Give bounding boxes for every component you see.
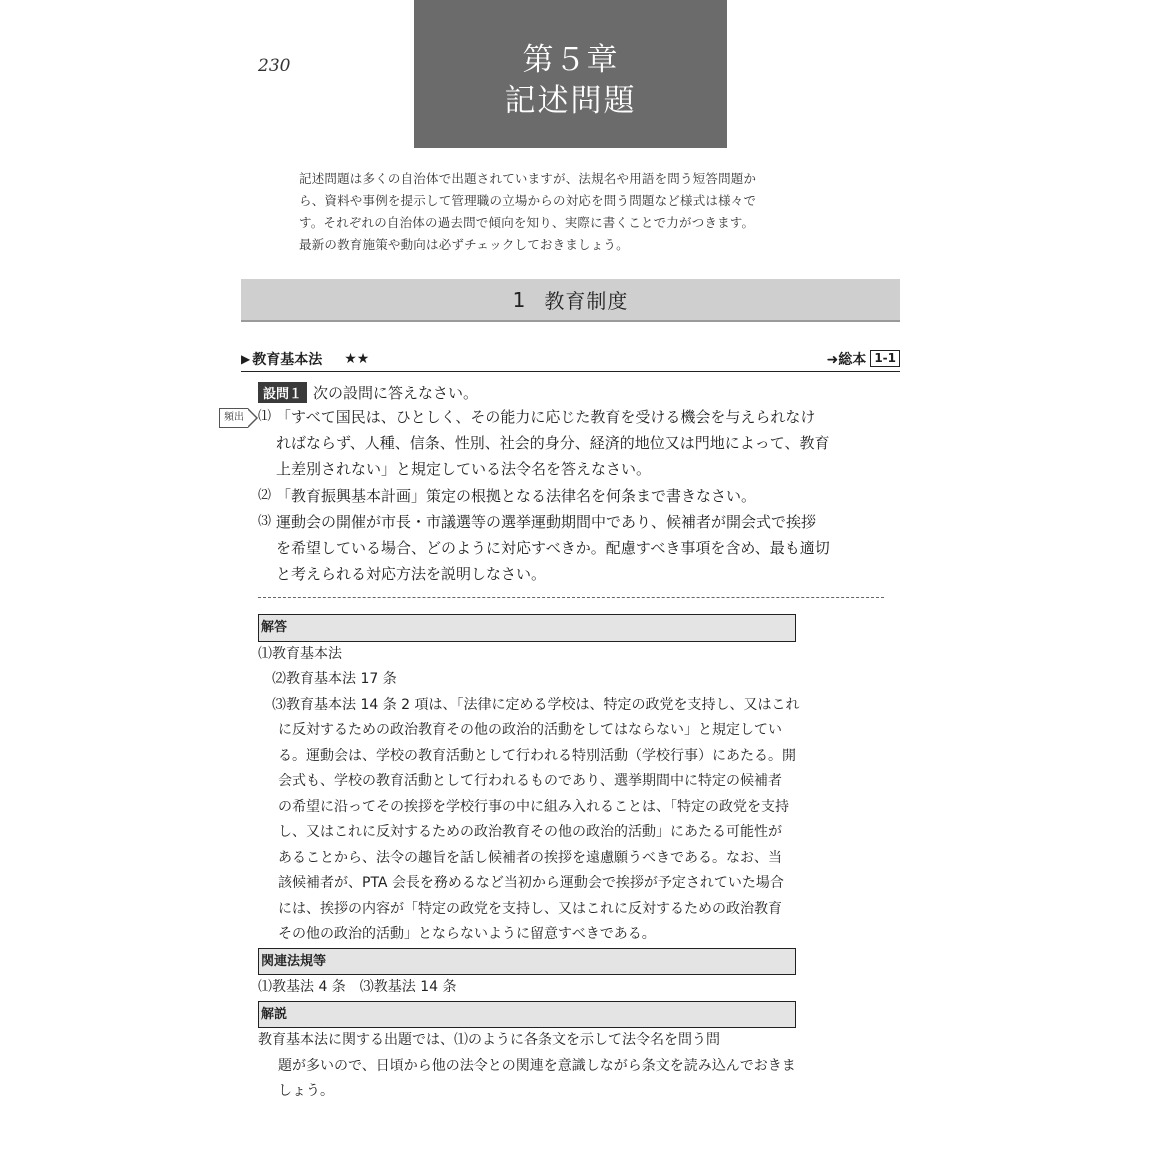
- answer-3-line: し、又はこれに反対するための政治教育その他の政治的活動」にあたる可能性が: [278, 824, 782, 840]
- item-line: 「すべて国民は、ひとしく、その能力に応じた教育を受ける機会を与えられなけ: [276, 408, 816, 426]
- topic-row: [241, 346, 900, 372]
- intro-line: ら、資料や事例を提示して管理職の立場からの対応を問う問題など様式は様々で: [299, 193, 757, 208]
- answer-3-line: に反対するための政治教育その他の政治的活動をしてはならない」と規定してい: [278, 722, 782, 738]
- explanation-text: しょう。: [278, 1083, 334, 1099]
- reference-label: ➜総本: [826, 351, 867, 368]
- topic-name: 教育基本法: [252, 351, 323, 368]
- intro-line: 記述問題は多くの自治体で出題されていますが、法規名や用語を問う短答問題か: [299, 171, 757, 186]
- answer-line: [258, 614, 800, 667]
- item-line: 「教育振興基本計画」策定の根拠となる法律名を何条まで書きなさい。: [276, 487, 757, 505]
- item-line: と考えられる対応方法を説明しなさい。: [276, 565, 547, 583]
- frequent-tag: 頻出: [219, 408, 248, 428]
- chapter-title: 記述問題: [504, 83, 637, 119]
- answer-3-line: には、挨拶の内容が「特定の政党を支持し、又はこれに反対するための政治教育: [278, 900, 782, 917]
- page-number: 230: [258, 56, 291, 76]
- answer-3-line: 会式も、学校の教育活動として行われるものであり、選挙期間中に特定の候補者: [278, 773, 782, 789]
- answer-3-line: の希望に沿ってその挨拶を学校行事の中に組み入れることは、「特定の政党を支持: [278, 798, 789, 815]
- item-line: を希望している場合、どのように対応すべきか。配慮すべき事項を含め、最も適切: [276, 539, 830, 557]
- question-item: [258, 404, 830, 482]
- item-number: ⑵: [258, 488, 272, 503]
- answer-3-line: る。運動会は、学校の教育活動として行われる特別活動（学校行事）にあたる。開: [278, 747, 796, 764]
- reference-box: 1-1: [870, 350, 900, 367]
- question-prompt: 次の設問に答えなさい。: [313, 384, 479, 402]
- intro-line: す。それぞれの自治体の過去問で傾向を知り、実際に書くことで力がつきます。: [299, 215, 755, 230]
- importance-stars: ★★: [344, 350, 370, 367]
- related-laws-text: ⑴教基法 4 条 ⑶教基法 14 条: [258, 979, 457, 995]
- question-header: [258, 382, 478, 403]
- chapter-heading: [414, 0, 727, 148]
- question-label: 設問１: [258, 382, 307, 403]
- triangle-marker-icon: ▶: [241, 351, 251, 366]
- answer-3-line: ⑶教育基本法 14 条 2 項は、「法律に定める学校は、特定の政党を支持し、又はこれ: [272, 696, 800, 713]
- item-line: ればならず、人種、信条、性別、社会的身分、経済的地位又は門地によって、教育: [276, 434, 830, 452]
- explanation-label: 解説: [258, 1001, 796, 1029]
- related-laws-line: [258, 948, 800, 1001]
- explanation-text: 教育基本法に関する出題では、⑴のように各条文を示して法令名を問う問: [258, 1032, 720, 1048]
- chapter-intro: [299, 168, 847, 256]
- question-item: [258, 483, 756, 509]
- question-item: [258, 509, 830, 587]
- related-laws-label: 関連法規等: [258, 948, 796, 976]
- answer-block: [258, 614, 800, 1105]
- answer-3-line: 該候補者が、PTA 会長を務めるなど当初から運動会で挨拶が予定されていた場合: [278, 875, 784, 891]
- item-number: ⑶: [258, 514, 272, 529]
- chapter-number: 第５章: [522, 42, 619, 78]
- section-title: 教育制度: [544, 289, 629, 313]
- answer-1: ⑴教育基本法: [258, 645, 342, 662]
- answer-2: ⑵教育基本法 17 条: [272, 671, 397, 687]
- section-number: 1: [512, 287, 527, 312]
- answer-3-line: その他の政治的活動」とならないように留意すべきである。: [278, 926, 656, 942]
- explanation-line: [258, 1001, 800, 1054]
- section-heading: [241, 279, 900, 322]
- item-number: ⑴: [258, 409, 272, 424]
- item-line: 運動会の開催が市長・市議選等の選挙運動期間中であり、候補者が開会式で挨拶: [276, 513, 817, 531]
- divider: [258, 597, 884, 598]
- answer-label: 解答: [258, 614, 796, 642]
- item-line: 上差別されない」と規定している法令名を答えなさい。: [276, 460, 652, 478]
- intro-line: 最新の教育施策や動向は必ずチェックしておきましょう。: [299, 237, 629, 252]
- answer-3-line: あることから、法令の趣旨を話し候補者の挨拶を遠慮願うべきである。なお、当: [278, 849, 782, 866]
- explanation-text: 題が多いので、日頃から他の法令との関連を意識しながら条文を読み込んでおきま: [278, 1057, 796, 1074]
